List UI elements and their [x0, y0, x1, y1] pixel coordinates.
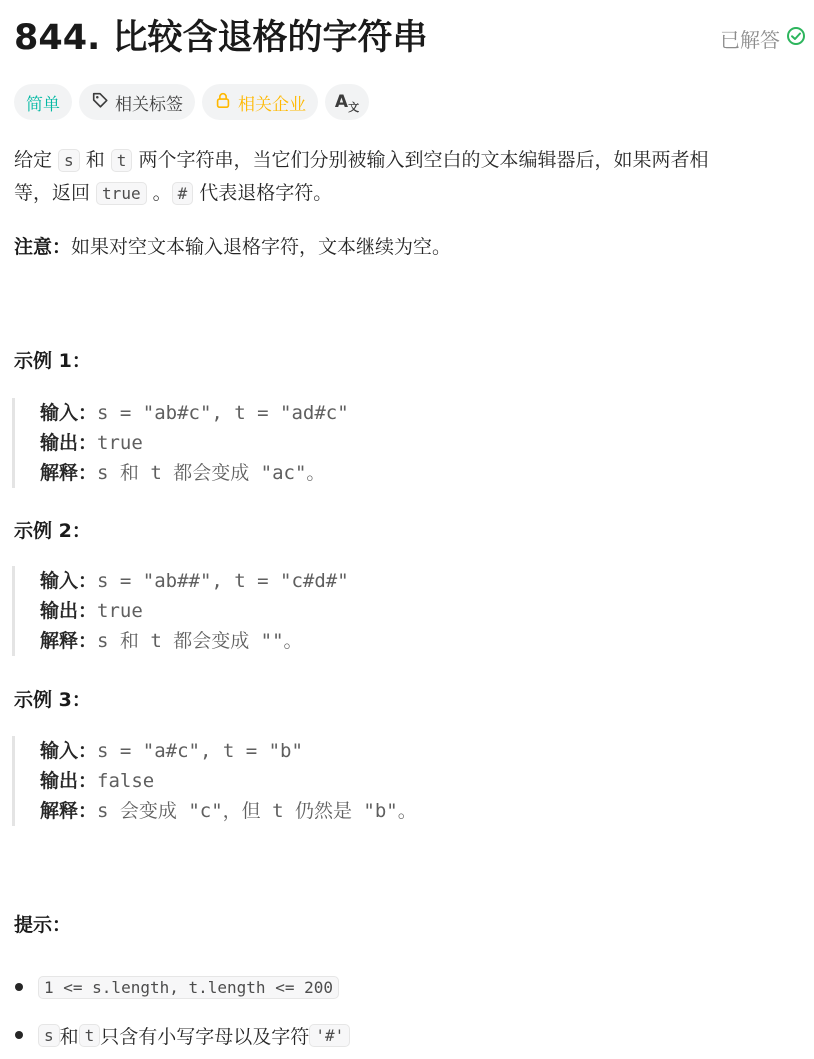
lock-icon — [214, 91, 232, 114]
example-3-block — [12, 736, 512, 826]
example-2-output: 输出：true — [40, 600, 143, 622]
example-3-title: 示例 3： — [14, 689, 91, 711]
example-1-block — [12, 398, 512, 488]
tag-row — [14, 84, 369, 120]
difficulty-label: 简单 — [26, 94, 60, 115]
related-tags-button[interactable] — [79, 84, 195, 120]
description-paragraph: 给定 s 和 t 两个字符串，当它们分别被输入到空白的文本编辑器后，如果两者相 等，返回 true 。 # 代表退格字符。 — [14, 149, 709, 204]
hint-1-code: 1 <= s.length, t.length <= 200 — [38, 976, 339, 999]
hint-item: s 和 t 只含有小写字母以及字符 '#' — [14, 1011, 350, 1059]
example-3-explain: 解释：s 会变成 "c"，但 t 仍然是 "b"。 — [40, 800, 417, 822]
difficulty-tag[interactable] — [14, 84, 72, 120]
hints-title: 提示： — [14, 914, 72, 936]
example-1-title: 示例 1： — [14, 350, 91, 372]
hints-list — [14, 963, 350, 1059]
example-1-input: 输入：s = "ab#c", t = "ad#c" — [40, 402, 349, 424]
solved-label: 已解答 — [720, 28, 780, 52]
solved-status — [720, 24, 806, 53]
inline-code-true: true — [96, 182, 147, 205]
related-companies-button[interactable] — [202, 84, 318, 120]
bullet-dot — [15, 983, 23, 991]
hint-2-code-hash: '#' — [309, 1024, 350, 1047]
hint-2-code-t: t — [79, 1024, 101, 1047]
check-circle-icon — [786, 26, 806, 51]
example-1-explain: 解释：s 和 t 都会变成 "ac"。 — [40, 462, 326, 484]
example-2-explain: 解释：s 和 t 都会变成 ""。 — [40, 630, 303, 652]
inline-code-t: t — [111, 149, 133, 172]
example-2-block — [12, 566, 512, 656]
example-3-input: 输入：s = "a#c", t = "b" — [40, 740, 303, 762]
note-label: 注意： — [14, 236, 72, 258]
example-2-input: 输入：s = "ab##", t = "c#d#" — [40, 570, 349, 592]
note-text: 如果对空文本输入退格字符，文本继续为空。 — [71, 236, 452, 258]
inline-code-hash: # — [172, 182, 194, 205]
example-3-output: 输出：false — [40, 770, 155, 792]
hint-item — [14, 963, 350, 1011]
related-companies-label: 相关企业 — [238, 94, 306, 115]
example-2-title: 示例 2： — [14, 520, 91, 542]
inline-code-s: s — [58, 149, 80, 172]
translate-button[interactable] — [325, 84, 369, 120]
bullet-dot — [15, 1031, 23, 1039]
related-tags-label: 相关标签 — [115, 94, 183, 115]
hint-2-code-s: s — [38, 1024, 60, 1047]
problem-title: 844. 比较含退格的字符串 — [14, 18, 428, 58]
translate-icon: $A_文$ — [334, 92, 360, 114]
tag-icon — [91, 91, 109, 114]
note-paragraph — [14, 231, 794, 263]
example-1-output: 输出：true — [40, 432, 143, 454]
